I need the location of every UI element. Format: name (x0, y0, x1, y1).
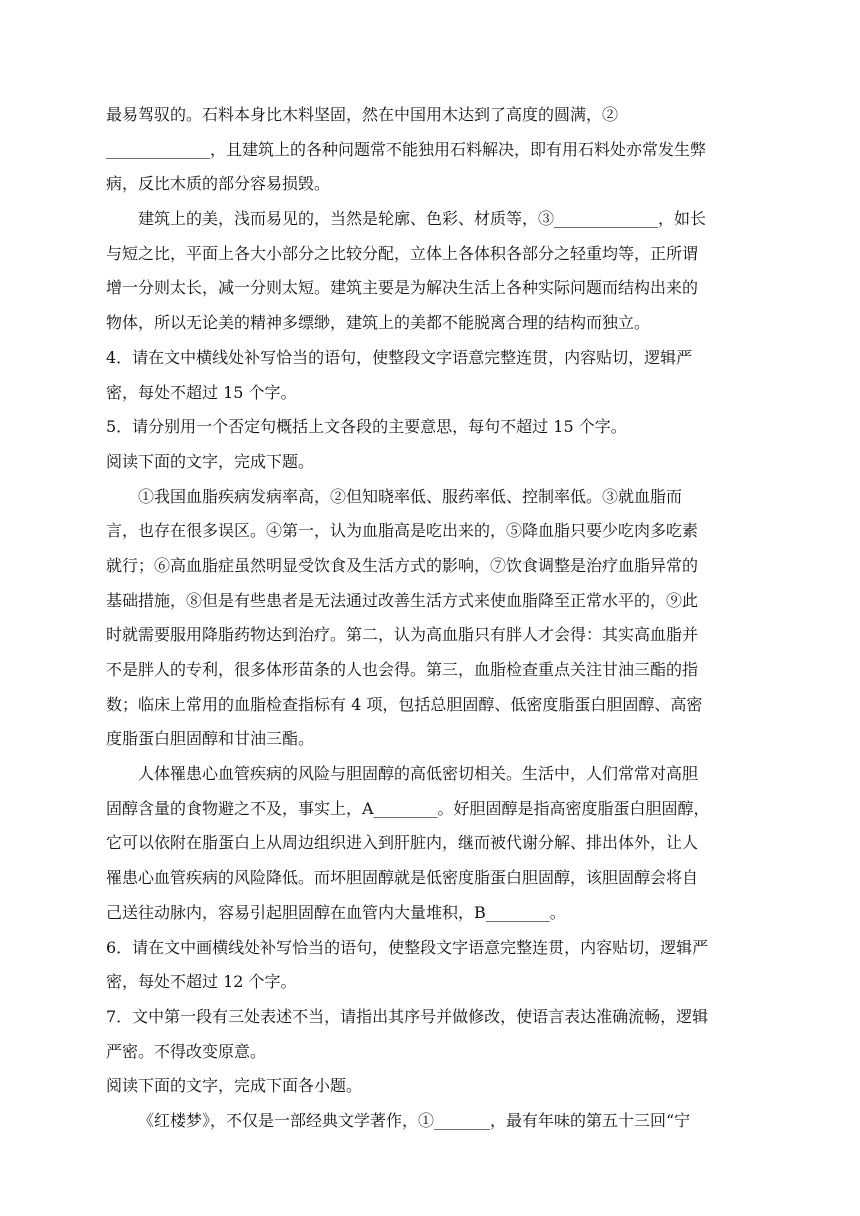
question-line: 6．请在文中画横线处补写恰当的语句，使整段文字语意完整连贯，内容贴切，逻辑严 (106, 937, 709, 957)
text-line: 最易驾驭的。石料本身比木料坚固，然在中国用木达到了高度的圆满，② (106, 105, 619, 124)
document-page (106, 98, 766, 1139)
text-line: 建筑上的美，浅而易见的，当然是轮廓、色彩、材质等，③_____________，如长 (138, 209, 707, 229)
question-line: 4．请在文中横线处补写恰当的语句，使整段文字语意完整连贯，内容贴切，逻辑严 (106, 347, 693, 367)
text-line: 时就需要服用降脂药物达到治疗。第二，认为高血脂只有胖人才会得：其实高血脂并 (106, 625, 699, 645)
text-line: 数；临床上常用的血脂检查指标有 4 项，包括总胆固醇、低密度脂蛋白胆固醇、高密 (106, 694, 703, 714)
text-line: 基础措施，⑧但是有些患者是无法通过改善生活方式来使血脂降至正常水平的，⑨此 (106, 590, 699, 610)
question-line: 5．请分别用一个否定句概括上文各段的主要意思，每句不超过 15 个字。 (106, 417, 627, 437)
text-line: ①我国血脂疾病发病率高，②但知晓率低、服药率低、控制率低。③就血脂而 (138, 486, 683, 506)
text-line: 言，也存在很多误区。④第一，认为血脂高是吃出来的，⑤降血脂只要少吃肉多吃素 (106, 521, 699, 541)
text-line: 己送往动脉内，容易引起胆固醇在血管内大量堆积，B________。 (106, 902, 566, 922)
text-line: 物体，所以无论美的精神多缥缈，建筑上的美都不能脱离合理的结构而独立。 (106, 313, 651, 333)
question-line: 严密。不得改变原意。 (106, 1041, 267, 1061)
text-line: 不是胖人的专利，很多体形苗条的人也会得。第三，血脂检查重点关注甘油三酯的指 (106, 660, 699, 679)
text-line: 病，反比木质的部分容易损毁。 (106, 174, 331, 194)
instruction-line: 阅读下面的文字，完成下题。 (106, 451, 315, 471)
text-line: 《红楼梦》，不仅是一部经典文学著作，①_______，最有年味的第五十三回“宁 (138, 1110, 691, 1130)
instruction-line: 阅读下面的文字，完成下面各小题。 (106, 1076, 363, 1096)
text-line: 就行；⑥高血脂症虽然明显受饮食及生活方式的影响，⑦饮食调整是治疗血脂异常的 (106, 555, 699, 575)
text-line: 度脂蛋白胆固醇和甘油三酯。 (106, 729, 315, 749)
question-line: 密，每处不超过 12 个字。 (106, 972, 297, 992)
question-line: 密，每处不超过 15 个字。 (106, 382, 297, 402)
text-line: _____________，且建筑上的各种问题常不能独用石料解决，即有用石料处亦常发生弊 (106, 139, 707, 159)
question-line: 7．文中第一段有三处表述不当，请指出其序号并做修改，使语言表达准确流畅，逻辑 (106, 1006, 709, 1026)
text-line: 固醇含量的食物避之不及，事实上，A________。好胆固醇是指高密度脂蛋白胆固醇， (106, 798, 710, 818)
text-line: 人体罹患心血管疾病的风险与胆固醇的高低密切相关。生活中，人们常常对高胆 (138, 764, 699, 784)
text-line: 罹患心血管疾病的风险降低。而坏胆固醇就是低密度脂蛋白胆固醇，该胆固醇会将自 (106, 868, 699, 888)
text-line: 它可以依附在脂蛋白上从周边组织进入到肝脏内，继而被代谢分解、排出体外，让人 (106, 833, 699, 853)
text-line: 与短之比，平面上各大小部分之比较分配，立体上各体积各部分之轻重均等，正所谓 (106, 243, 699, 263)
text-line: 增一分则太长，减一分则太短。建筑主要是为解决生活上各种实际问题而结构出来的 (106, 278, 699, 298)
